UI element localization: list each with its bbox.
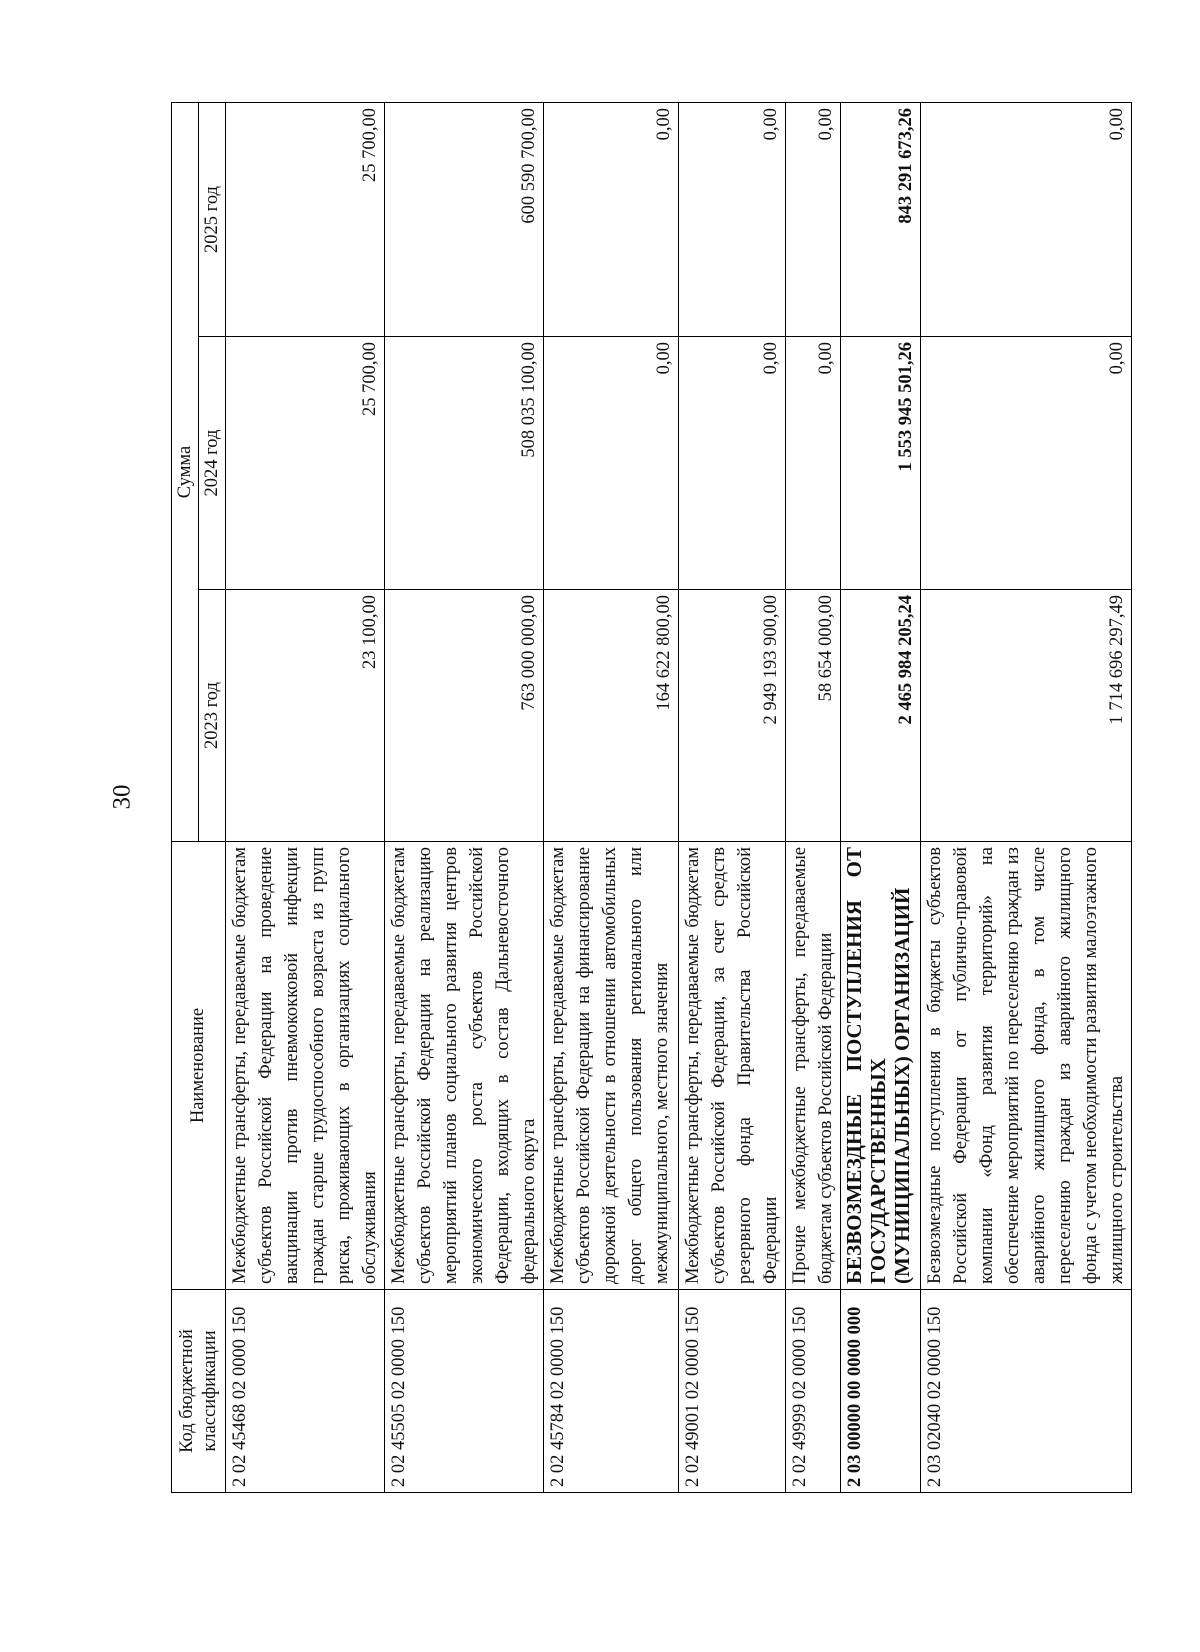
table-row bbox=[679, 102, 786, 1492]
row-value-2023: 2 949 193 900,00 bbox=[679, 590, 786, 842]
row-value-2025: 0,00 bbox=[921, 102, 1132, 336]
row-value-2023: 58 654 000,00 bbox=[786, 590, 841, 842]
header-name: Наименование bbox=[172, 842, 226, 1290]
table-row bbox=[921, 102, 1132, 1492]
row-name: БЕЗВОЗМЕЗДНЫЕ ПОСТУПЛЕНИЯ ОТ ГОСУДАРСТВЕННЫХ (МУНИЦИПАЛЬНЫХ) ОРГАНИЗАЦИЙ bbox=[841, 842, 921, 1290]
row-value-2025: 0,00 bbox=[544, 102, 679, 336]
row-value-2025: 0,00 bbox=[786, 102, 841, 336]
row-value-2024: 0,00 bbox=[679, 337, 786, 590]
table-row-total bbox=[841, 102, 921, 1492]
row-value-2023: 23 100,00 bbox=[226, 590, 385, 842]
row-value-2024: 508 035 100,00 bbox=[385, 337, 544, 590]
row-code: 2 03 00000 00 0000 000 bbox=[841, 1290, 921, 1493]
row-name: Прочие межбюджетные трансферты, передаваемые бюджетам субъектов Российской Федерации bbox=[786, 842, 841, 1290]
header-sum: Сумма bbox=[172, 102, 199, 841]
row-value-2025: 843 291 673,26 bbox=[841, 102, 921, 336]
table-row bbox=[385, 102, 544, 1492]
row-code: 2 02 49001 02 0000 150 bbox=[679, 1290, 786, 1493]
row-code: 2 02 45784 02 0000 150 bbox=[544, 1290, 679, 1493]
row-value-2025: 600 590 700,00 bbox=[385, 102, 544, 336]
row-value-2025: 25 700,00 bbox=[226, 102, 385, 336]
row-name: Межбюджетные трансферты, передаваемые бюджетам субъектов Российской Федерации, за счет средств резервного фонда Правительства Российской Федерации bbox=[679, 842, 786, 1290]
row-value-2023: 2 465 984 205,24 bbox=[841, 590, 921, 842]
row-code: 2 02 45505 02 0000 150 bbox=[385, 1290, 544, 1493]
row-value-2024: 1 553 945 501,26 bbox=[841, 337, 921, 590]
row-name: Межбюджетные трансферты, передаваемые бюджетам субъектов Российской Федерации на финансирование дорожной деятельности в отношении автомобильных дорог общего пользования регионального или межмуниципального, местного значения bbox=[544, 842, 679, 1290]
budget-table bbox=[171, 102, 1132, 1493]
row-value-2023: 1 714 696 297,49 bbox=[921, 590, 1132, 842]
row-code: 2 02 45468 02 0000 150 bbox=[226, 1290, 385, 1493]
header-year-2024: 2024 год bbox=[199, 337, 226, 590]
table-row bbox=[226, 102, 385, 1492]
row-value-2024: 0,00 bbox=[921, 337, 1132, 590]
row-name: Безвозмездные поступления в бюджеты субъектов Российской Федерации от публично-правовой компании «Фонд развития территорий» на обеспечение мероприятий по переселению граждан из аварийного жилищного фонда, в том числе переселению граждан из аварийного жилищного фонда с учетом необходимости развития малоэтажного жилищного строительства bbox=[921, 842, 1132, 1290]
table-row bbox=[786, 102, 841, 1492]
rotated-table-wrapper bbox=[171, 103, 1127, 1493]
header-year-2025: 2025 год bbox=[199, 102, 226, 336]
header-year-2023: 2023 год bbox=[199, 590, 226, 842]
row-value-2023: 164 622 800,00 bbox=[544, 590, 679, 842]
row-code: 2 02 49999 02 0000 150 bbox=[786, 1290, 841, 1493]
page-number: 30 bbox=[108, 784, 136, 810]
row-code: 2 03 02040 02 0000 150 bbox=[921, 1290, 1132, 1493]
table-row bbox=[544, 102, 679, 1492]
row-value-2024: 0,00 bbox=[786, 337, 841, 590]
row-value-2024: 25 700,00 bbox=[226, 337, 385, 590]
row-value-2023: 763 000 000,00 bbox=[385, 590, 544, 842]
row-value-2024: 0,00 bbox=[544, 337, 679, 590]
row-name: Межбюджетные трансферты, передаваемые бюджетам субъектов Российской Федерации на проведение вакцинации против пневмококковой инфекции граждан старше трудоспособного возраста из групп риска, проживающих в организациях социального обслуживания bbox=[226, 842, 385, 1290]
header-code: Код бюджетной классификации bbox=[172, 1290, 226, 1493]
row-value-2025: 0,00 bbox=[679, 102, 786, 336]
row-name: Межбюджетные трансферты, передаваемые бюджетам субъектов Российской Федерации на реализацию мероприятий планов социального развития центров экономического роста субъектов Российской Федерации, входящих в состав Дальневосточного федерального округа bbox=[385, 842, 544, 1290]
